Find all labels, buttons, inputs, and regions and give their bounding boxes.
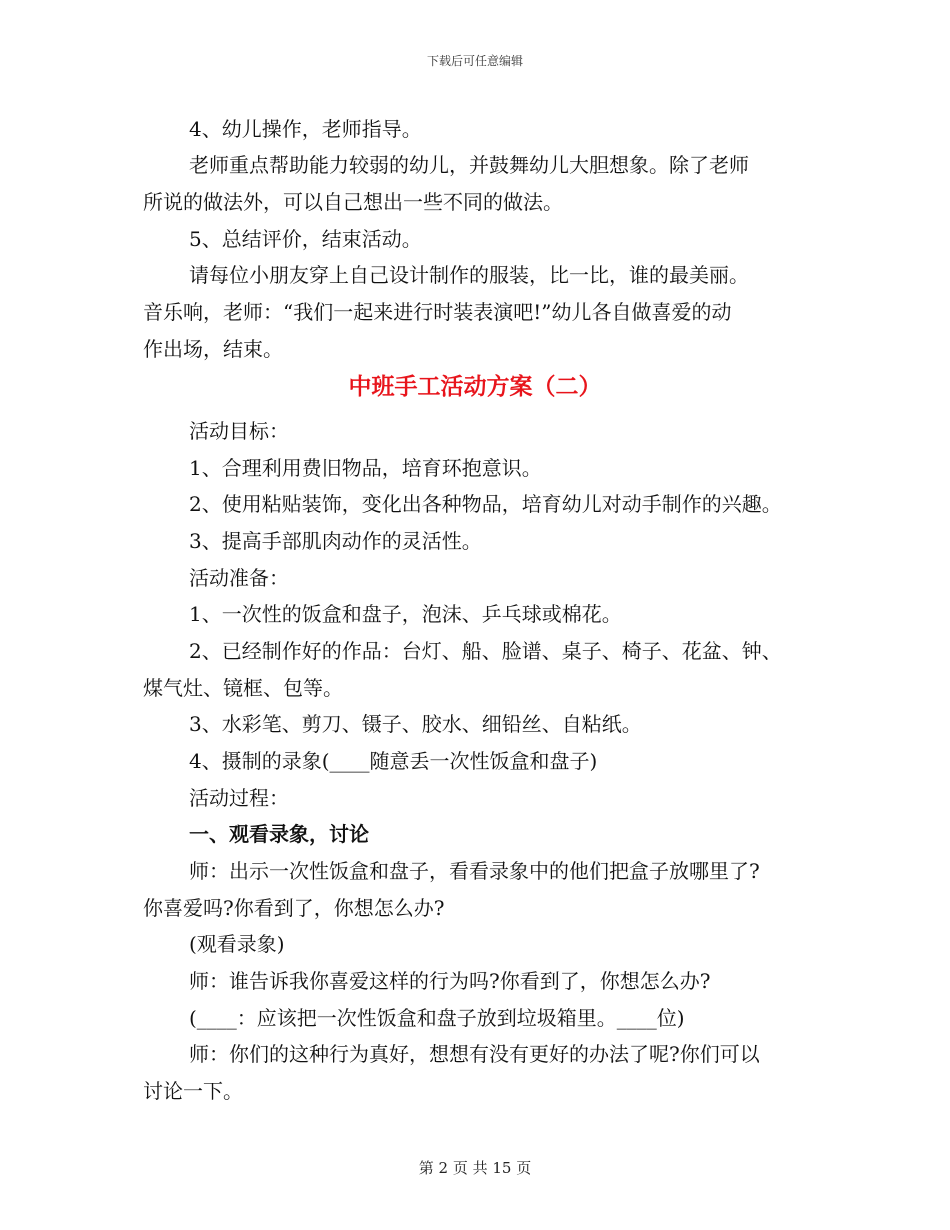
list-item: 1、一次性的饭盒和盘子，泡沫、乒乓球或棉花。 [189, 602, 622, 626]
paragraph-line: 4、幼儿操作，老师指导。 [189, 117, 422, 141]
paragraph-line: (观看录象) [189, 932, 285, 956]
paragraph-line: 你喜爱吗?你看到了，你想怎么办? [143, 896, 445, 920]
list-item: 1、合理利用费旧物品，培育环抱意识。 [189, 456, 542, 480]
paragraph-line: (____：应该把一次性饭盒和盘子放到垃圾箱里。____位) [189, 1006, 685, 1030]
paragraph-line: 师：出示一次性饭盒和盘子，看看录象中的他们把盒子放哪里了? [189, 859, 760, 883]
subheading: 活动准备： [189, 566, 289, 590]
page-header: 下载后可任意编辑 [426, 54, 523, 68]
paragraph-line: 老师重点帮助能力较弱的幼儿，并鼓舞幼儿大胆想象。除了老师 [189, 153, 749, 177]
list-item: 2、已经制作好的作品：台灯、船、脸谱、桌子、椅子、花盆、钟、 [189, 639, 782, 663]
list-item: 2、使用粘贴装饰，变化出各种物品，培育幼儿对动手制作的兴趣。 [189, 492, 782, 516]
paragraph-line: 音乐响，老师：“我们一起来进行时装表演吧!”幼儿各自做喜爱的动 [143, 300, 732, 324]
page-footer: 第 2 页 共 15 页 [418, 1159, 532, 1177]
paragraph-line: 所说的做法外，可以自己想出一些不同的做法。 [143, 190, 563, 214]
paragraph-line: 作出场，结束。 [143, 337, 283, 361]
section-title: 中班手工活动方案（二） [348, 373, 602, 400]
paragraph-line: 师：你们的这种行为真好，想想有没有更好的办法了呢?你们可以 [189, 1042, 760, 1066]
subheading: 活动过程： [189, 786, 289, 810]
paragraph-line: 师：谁告诉我你喜爱这样的行为吗?你看到了，你想怎么办? [189, 969, 711, 993]
paragraph-line: 讨论一下。 [143, 1079, 243, 1103]
list-item: 3、水彩笔、剪刀、镊子、胶水、细铅丝、自粘纸。 [189, 712, 642, 736]
list-item: 3、提高手部肌肉动作的灵活性。 [189, 529, 482, 553]
list-item: 4、摄制的录象(____随意丢一次性饭盒和盘子) [189, 749, 598, 773]
paragraph-line: 5、总结评价，结束活动。 [189, 227, 422, 251]
step-heading: 一、观看录象，讨论 [189, 822, 369, 846]
list-item-continuation: 煤气灶、镜框、包等。 [143, 676, 343, 700]
subheading: 活动目标： [189, 419, 289, 443]
paragraph-line: 请每位小朋友穿上自己设计制作的服装，比一比，谁的最美丽。 [189, 263, 749, 287]
